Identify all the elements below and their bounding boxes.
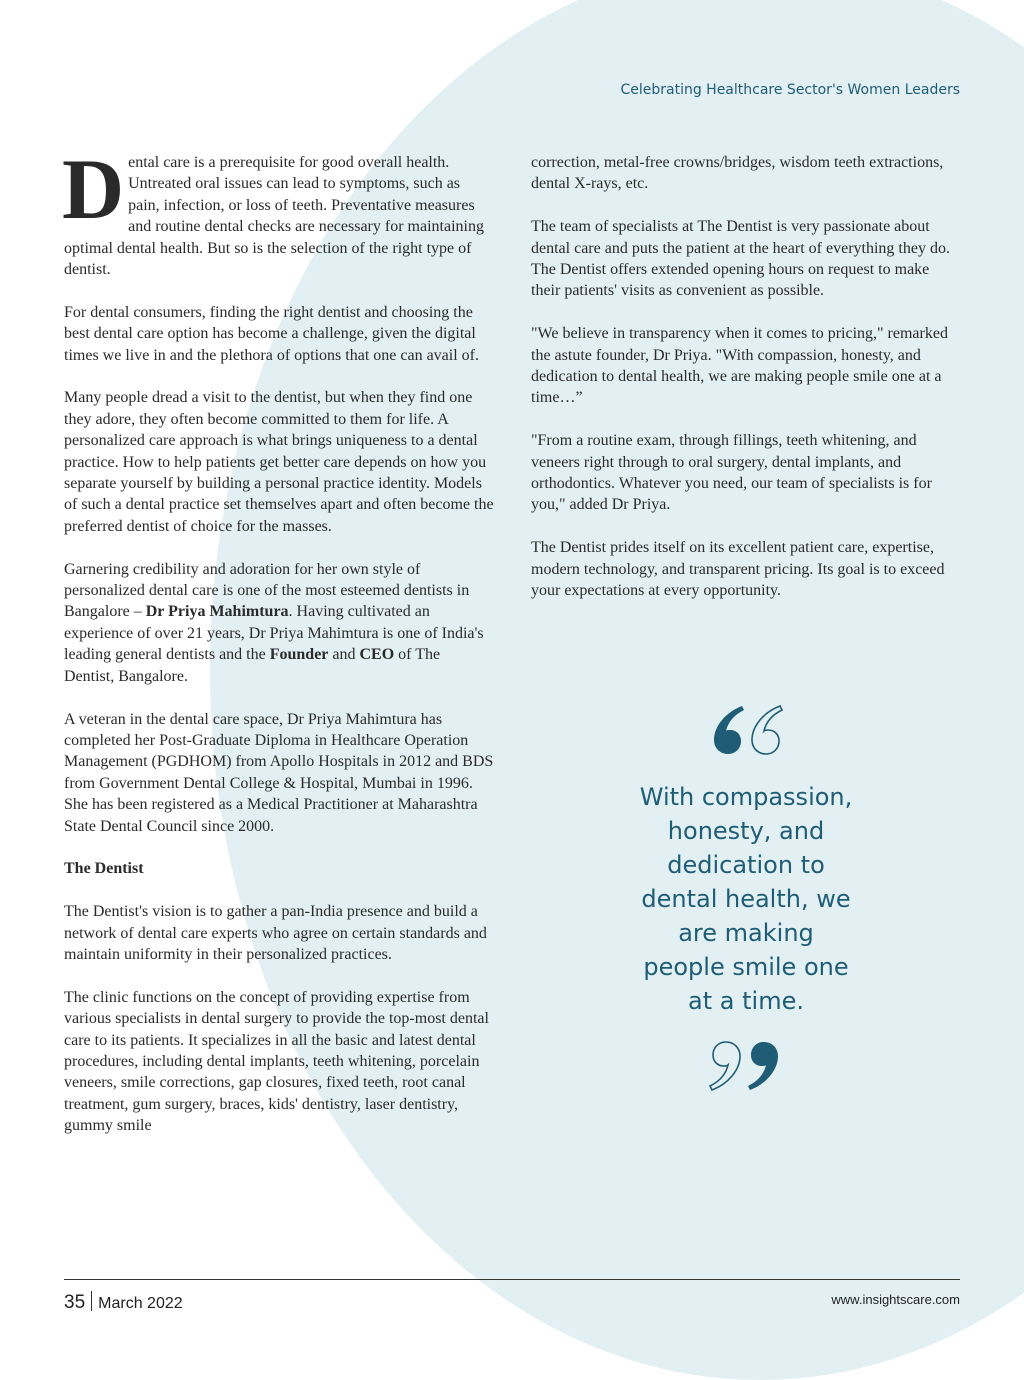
website-url: www.insightscare.com bbox=[831, 1292, 960, 1307]
article-paragraph: "From a routine exam, through fillings, teeth whitening, and veneers right through to oral surgery, dental implants, and orthodontics. Whatever you need, our team of specialists is for you," added Dr Priya. bbox=[531, 432, 932, 514]
pull-quote-text: With compassion, honesty, and dedication to dental health, we are making people smile one at a time. bbox=[639, 783, 853, 1015]
article-paragraph: The Dentist prides itself on its excellent patient care, expertise, modern technology, and transparent pricing. Its goal is to exceed your expectations at every opportunity. bbox=[531, 539, 945, 600]
article-column-left bbox=[62, 141, 494, 1158]
article-paragraph: The Dentist's vision is to gather a pan-India presence and build a network of dental care experts who agree on certain standards and maintain uniformity in their personalized practices. bbox=[64, 903, 487, 963]
drop-cap: D bbox=[62, 141, 125, 237]
footer-separator bbox=[91, 1291, 92, 1311]
open-quote-icon bbox=[706, 700, 786, 760]
article-paragraph: "We believe in transparency when it comes to pricing," remarked the astute founder, Dr Priya. "With compassion, honesty, and dedication to dental health, we are making people smile one at a time…” bbox=[531, 325, 948, 407]
section-subheading: The Dentist bbox=[64, 860, 144, 878]
page-number: 35 bbox=[64, 1292, 86, 1313]
close-quote-icon bbox=[706, 1036, 786, 1096]
article-paragraph: For dental consumers, finding the right dentist and choosing the best dental care option has become a challenge, given the digital times we live in and the plethora of options that one can avail of. bbox=[64, 303, 479, 364]
footer-divider bbox=[64, 1279, 960, 1280]
header-tagline: Celebrating Healthcare Sector's Women Leaders bbox=[620, 82, 960, 98]
article-paragraph: Garnering credibility and adoration for her own style of personalized dental care is one of the most esteemed dentists in Bangalore – Dr Priya Mahimtura. Having cultivated an experience of over 21 years, Dr Priya Mahimtura is one of India's leading general dentists and the Founder and CEO of The Dentist, Bangalore. bbox=[64, 560, 484, 685]
article-column-right bbox=[531, 152, 961, 623]
article-paragraph: Dental care is a prerequisite for good overall health. Untreated oral issues can lead to symptoms, such as pain, infection, or loss of teeth. Preventative measures and routine dental checks are necessary for maintaining optimal dental health. But so is the selection of the right type of dentist. bbox=[62, 141, 484, 279]
article-paragraph: The clinic functions on the concept of providing expertise from various specialists in dental surgery to provide the top-most dental care to its patients. It specializes in all the basic and latest dental procedures, including dental implants, teeth whitening, porcelain veneers, smile corrections, gap closures, fixed teeth, root canal treatment, gum surgery, braces, kids' dentistry, laser dentistry, gummy smile bbox=[64, 988, 489, 1135]
article-paragraph: The team of specialists at The Dentist is very passionate about dental care and puts the patient at the heart of everything they do. The Dentist offers extended opening hours on request to make their patients' visits as convenient as possible. bbox=[531, 218, 950, 300]
article-paragraph: Many people dread a visit to the dentist, but when they find one they adore, they often become committed to them for life. A personalized care approach is what brings uniqueness to a dental practice. How to help patients get better care depends on how you separate yourself by building a personal practice identity. Models of such a dental practice set themselves apart and often become the preferred dentist of choice for the masses. bbox=[64, 389, 494, 535]
issue-date: March 2022 bbox=[98, 1295, 183, 1312]
pull-quote bbox=[636, 700, 856, 1096]
person-name: Dr Priya Mahimtura bbox=[145, 603, 289, 621]
article-paragraph: A veteran in the dental care space, Dr Priya Mahimtura has completed her Post-Graduate Diploma in Healthcare Operation Management (PGDHOM) from Apollo Hospitals in 2012 and BDS from Government Dental College & Hospital, Mumbai in 1996. She has been registered as a Medical Practitioner at Maharashtra State Dental Council since 2000. bbox=[64, 710, 494, 835]
article-paragraph: correction, metal-free crowns/bridges, wisdom teeth extractions, dental X-rays, etc. bbox=[531, 154, 944, 193]
page-footer-left bbox=[64, 1291, 183, 1314]
